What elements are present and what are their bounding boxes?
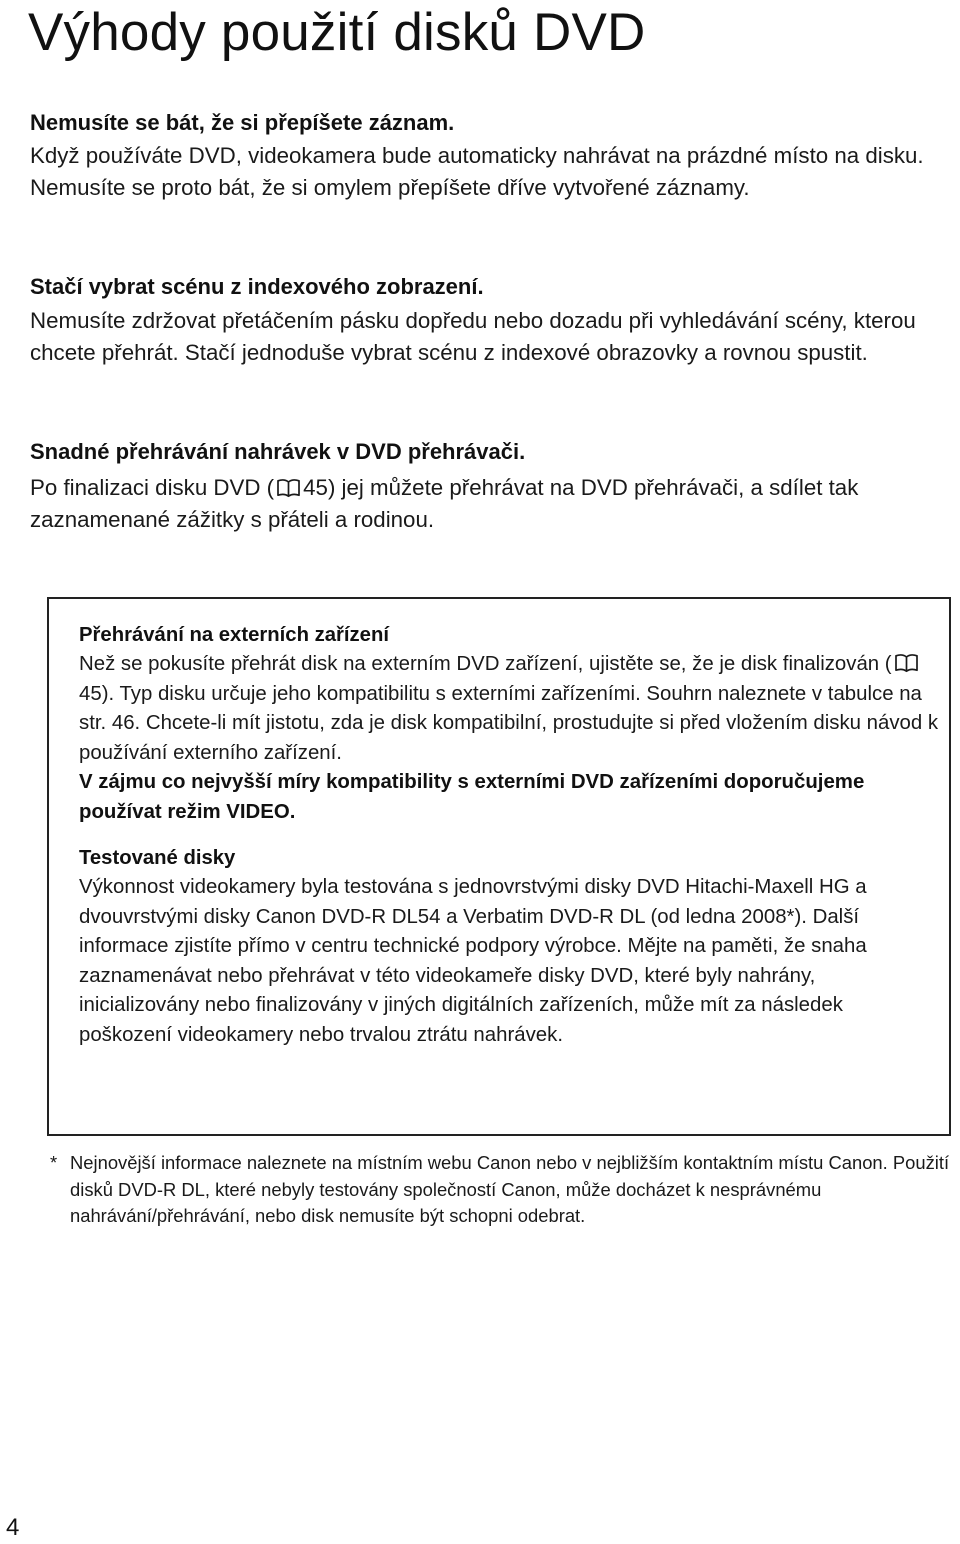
page-number: 4: [6, 1514, 20, 1541]
section-body: [30, 472, 960, 535]
book-icon: [276, 478, 301, 498]
footnote-text: Nejnovější informace naleznete na místním webu Canon nebo v nejbližším kontaktním místu Canon. Použití disků DVD-R DL, které nebyly testovány společností Canon, může docházet k nesprávnému nahrávání/přehrávání, nebo disk nemusíte být schopni odebrat.: [70, 1152, 950, 1227]
box-body: Výkonnost videokamery byla testována s jednovrstvými disky DVD Hitachi-Maxell HG a dvouvrstvými disky Canon DVD-R DL54 a Verbatim DVD-R DL (od ledna 2008*). Další informace zjistíte přímo v centru technické podpory výrobce. Mějte na paměti, že snaha zaznamenávat nebo přehrávat v této videokameře disky DVD, které byly nahrány, inicializovány nebo finalizovány v jiných digitálních zařízeních, může mít za následek poškození videokamery nebo trvalou ztrátu nahrávek.: [79, 876, 867, 1046]
page-reference[interactable]: 45: [303, 475, 328, 500]
body-text: ) jej můžete přehrávat na DVD přehrávači, a sdílet tak zaznamenané zážitky s přáteli a rodinou.: [30, 475, 859, 532]
section-heading: Snadné přehrávání nahrávek v DVD přehrávači.: [30, 439, 526, 464]
body-text: Než se pokusíte přehrát disk na externím DVD zařízení, ujistěte se, že je disk finalizován (: [79, 653, 892, 675]
tested-discs-section: [79, 843, 939, 1050]
external-devices-section: [79, 620, 939, 827]
section-no-overwrite: [30, 108, 960, 203]
body-text: Po finalizaci disku DVD (: [30, 475, 275, 500]
section-body: Když používáte DVD, videokamera bude automaticky nahrávat na prázdné místo na disku. Nemusíte se proto bát, že si omylem přepíšete dříve vytvořené záznamy.: [30, 143, 924, 200]
notice-content: [79, 620, 939, 1050]
box-heading: Přehrávání na externích zařízení: [79, 624, 389, 646]
page-title: Výhody použití disků DVD: [28, 3, 646, 62]
section-body: Nemusíte zdržovat přetáčením pásku dopředu nebo dozadu při vyhledávání scény, kterou chcete přehrát. Stačí jednoduše vybrat scénu z indexové obrazovky a rovnou spustit.: [30, 308, 916, 365]
footnote: [50, 1150, 950, 1230]
book-icon: [894, 653, 919, 673]
page-reference[interactable]: 45: [79, 682, 102, 705]
footnote-marker: *: [50, 1152, 58, 1173]
box-body: [79, 650, 939, 768]
box-heading: Testované disky: [79, 847, 236, 869]
section-index-screen: [30, 272, 960, 368]
body-text: ). Typ disku určuje jeho kompatibilitu s externími zařízeními. Souhrn naleznete v tabulce na str. 46. Chcete-li mít jistotu, zda je disk kompatibilní, prostudujte si před vložením disku návod k používání externího zařízení.: [79, 682, 939, 764]
section-heading: Nemusíte se bát, že si přepíšete záznam.: [30, 110, 455, 135]
notice-box: [47, 597, 951, 1136]
section-dvd-player: [30, 437, 960, 535]
box-emphasis: V zájmu co nejvyšší míry kompatibility s externími DVD zařízeními doporučujeme používat režim VIDEO.: [79, 771, 865, 823]
section-heading: Stačí vybrat scénu z indexového zobrazení.: [30, 274, 484, 299]
